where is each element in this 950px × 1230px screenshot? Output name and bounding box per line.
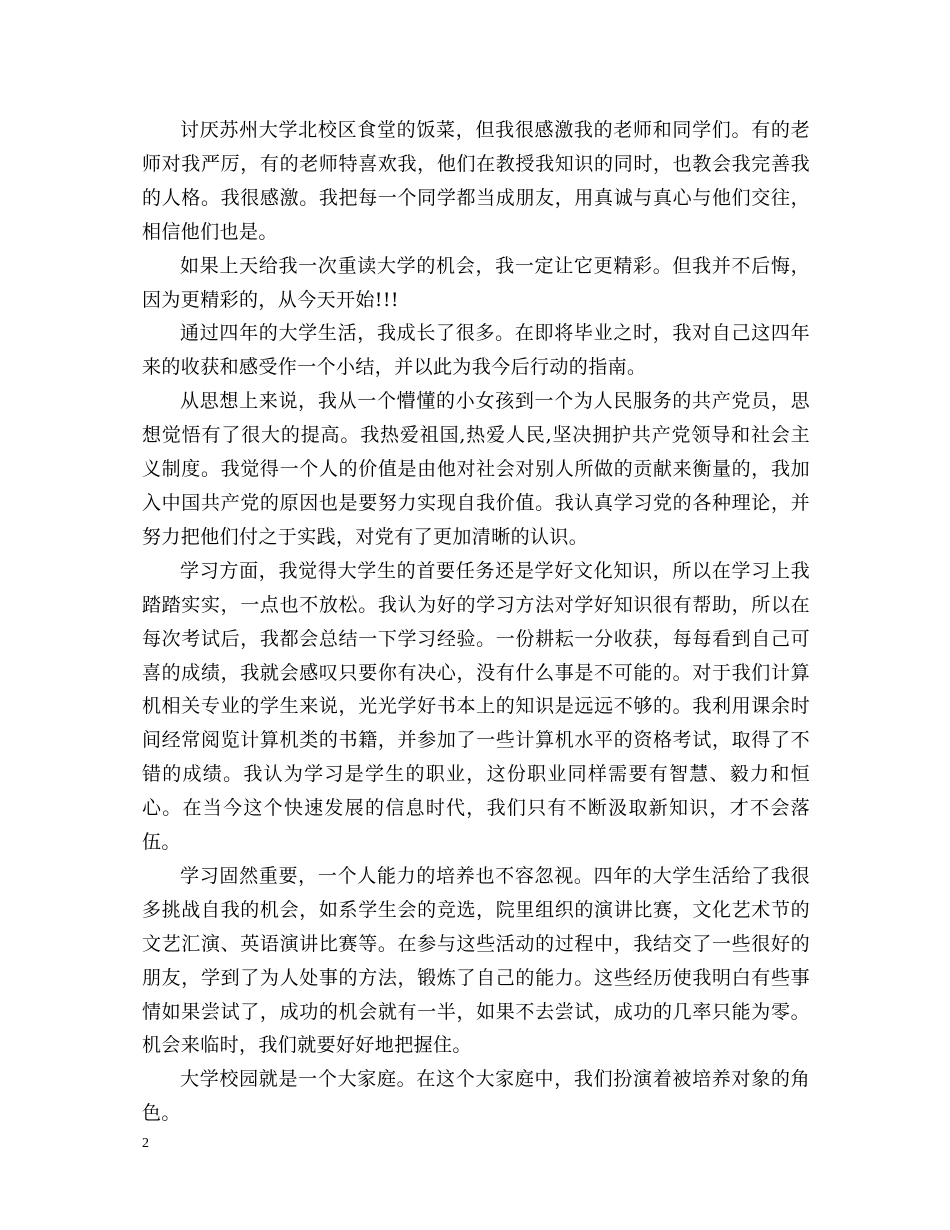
body-text xyxy=(142,114,810,1131)
paragraph-summary-intro: 通过四年的大学生活，我成长了很多。在即将毕业之时，我对自己这四年来的收获和感受作一个小结，并以此为我今后行动的指南。 xyxy=(142,322,810,379)
paragraph-ideology: 从思想上来说，我从一个懵懂的小女孩到一个为人民服务的共产党员，思想觉悟有了很大的提高。我热爱祖国,热爱人民,坚决拥护共产党领导和社会主义制度。我觉得一个人的价值是由他对社会对别人所做的贡献来衡量的，我加入中国共产党的原因也是要努力实现自我价值。我认真学习党的各种理论，并努力把他们付之于实践，对党有了更加清晰的认识。 xyxy=(142,390,810,548)
page-number: 2 xyxy=(142,1136,149,1151)
paragraph-ability: 学习固然重要，一个人能力的培养也不容忽视。四年的大学生活给了我很多挑战自我的机会，如系学生会的竞选，院里组织的演讲比赛，文化艺术节的文艺汇演、英语演讲比赛等。在参与这些活动的过程中，我结交了一些很好的朋友，学到了为人处事的方法，锻炼了自己的能力。这些经历使我明白有些事情如果尝试了，成功的机会就有一半，如果不去尝试，成功的几率只能为零。机会来临时，我们就要好好地把握住。 xyxy=(142,864,810,1057)
paragraph-no-regrets: 如果上天给我一次重读大学的机会，我一定让它更精彩。但我并不后悔，因为更精彩的，从今天开始!!! xyxy=(142,254,810,311)
paragraph-cafeteria-gratitude: 讨厌苏州大学北校区食堂的饭菜，但我很感激我的老师和同学们。有的老师对我严厉，有的老师特喜欢我，他们在教授我知识的同时，也教会我完善我的人格。我很感激。我把每一个同学都当成朋友，用真诚与真心与他们交往，相信他们也是。 xyxy=(142,119,810,243)
paragraph-campus-family: 大学校园就是一个大家庭。在这个大家庭中，我们扮演着被培养对象的角色。 xyxy=(142,1068,810,1125)
paragraph-study: 学习方面，我觉得大学生的首要任务还是学好文化知识，所以在学习上我踏踏实实，一点也不放松。我认为好的学习方法对学好知识很有帮助，所以在每次考试后，我都会总结一下学习经验。一份耕耘一分收获，每每看到自己可喜的成绩，我就会感叹只要你有决心，没有什么事是不可能的。对于我们计算机相关专业的学生来说，光光学好书本上的知识是远远不够的。我利用课余时间经常阅览计算机类的书籍，并参加了一些计算机水平的资格考试，取得了不错的成绩。我认为学习是学生的职业，这份职业同样需要有智慧、毅力和恒心。在当今这个快速发展的信息时代，我们只有不断汲取新知识，才不会落伍。 xyxy=(142,559,810,854)
